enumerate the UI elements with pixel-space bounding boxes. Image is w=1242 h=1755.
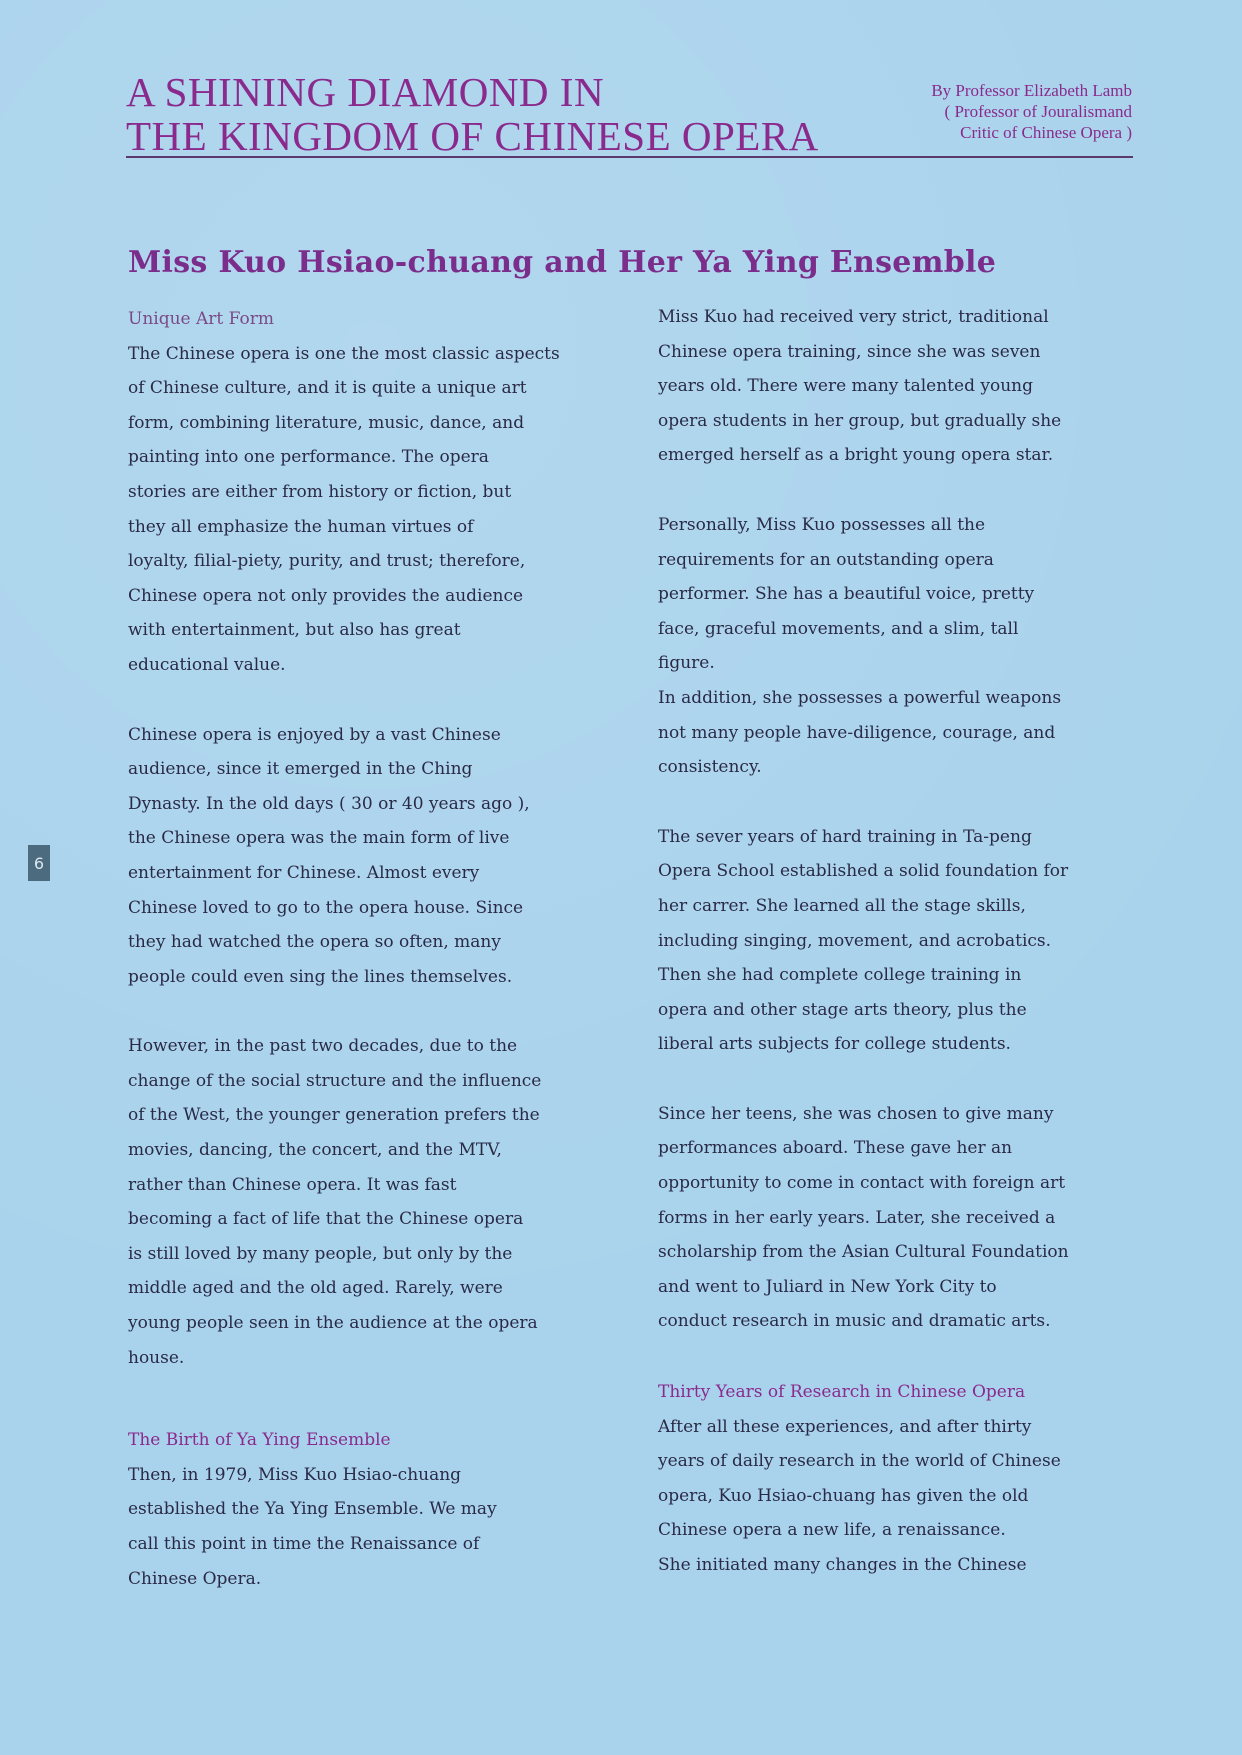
paragraph	[658, 508, 1138, 681]
text-line: they had watched the opera so often, many	[128, 932, 501, 953]
text-line: not many people have-diligence, courage, and	[658, 722, 1056, 743]
text-line: Personally, Miss Kuo possesses all the	[658, 514, 986, 535]
paragraph	[658, 300, 1138, 473]
title-divider	[126, 156, 1133, 158]
article-subtitle: Miss Kuo Hsiao-chuang and Her Ya Ying Ensemble	[128, 245, 997, 280]
text-line: movies, dancing, the concert, and the MTV,	[128, 1140, 502, 1161]
paragraph	[658, 1410, 1138, 1583]
paragraph	[128, 1458, 628, 1596]
text-line: forms in her early years. Later, she received a	[658, 1207, 1056, 1228]
text-line: loyalty, filial-piety, purity, and trust; therefore,	[128, 551, 526, 572]
page-number: 6	[28, 845, 50, 881]
text-line: In addition, she possesses a powerful weapons	[658, 687, 1062, 708]
text-line: Dynasty. In the old days ( 30 or 40 years ago ),	[128, 793, 530, 814]
text-line: Opera School established a solid foundation for	[658, 861, 1069, 882]
text-line: Chinese opera training, since she was seven	[658, 341, 1041, 362]
text-line: the Chinese opera was the main form of live	[128, 828, 510, 849]
text-line: established the Ya Ying Ensemble. We may	[128, 1499, 497, 1520]
text-line: entertainment for Chinese. Almost every	[128, 862, 480, 883]
paragraph	[128, 337, 628, 683]
text-line: her carrer. She learned all the stage skills,	[658, 895, 1026, 916]
text-line: opera and other stage arts theory, plus the	[658, 999, 1027, 1020]
text-line: is still loved by many people, but only by the	[128, 1243, 513, 1264]
paragraph	[128, 1029, 628, 1375]
text-line: years of daily research in the world of Chinese	[658, 1451, 1061, 1472]
text-line: stories are either from history or fiction, but	[128, 481, 512, 502]
text-line: scholarship from the Asian Cultural Foundation	[658, 1242, 1069, 1263]
text-line: and went to Juliard in New York City to	[658, 1276, 997, 1297]
text-line: opera, Kuo Hsiao-chuang has given the old	[658, 1485, 1029, 1506]
right-column	[658, 300, 1138, 1583]
text-line: of the West, the younger generation prefers the	[128, 1105, 540, 1126]
text-line: Then she had complete college training in	[658, 965, 1022, 986]
article-title	[126, 70, 819, 158]
text-line: people could even sing the lines themselves.	[128, 966, 513, 987]
text-line: house.	[128, 1347, 185, 1368]
text-line: face, graceful movements, and a slim, tall	[658, 618, 1019, 639]
text-line: young people seen in the audience at the opera	[128, 1313, 538, 1334]
text-line: Chinese loved to go to the opera house. Since	[128, 897, 524, 918]
text-line: performer. She has a beautiful voice, pretty	[658, 584, 1035, 605]
text-line: becoming a fact of life that the Chinese opera	[128, 1209, 524, 1230]
byline-line: ( Professor of Jouralismand	[944, 102, 1132, 121]
text-line: years old. There were many talented young	[658, 376, 1033, 397]
left-column	[128, 302, 628, 1596]
text-line: Since her teens, she was chosen to give many	[658, 1103, 1054, 1124]
section-heading: Unique Art Form	[128, 309, 274, 329]
text-line: performances aboard. These gave her an	[658, 1138, 1013, 1159]
section-heading: The Birth of Ya Ying Ensemble	[128, 1430, 391, 1451]
text-line: change of the social structure and the influence	[128, 1070, 542, 1091]
text-line: educational value.	[128, 654, 286, 675]
text-line: emerged herself as a bright young opera star.	[658, 445, 1054, 466]
byline-line: Critic of Chinese Opera )	[960, 123, 1132, 142]
text-line: audience, since it emerged in the Ching	[128, 759, 473, 780]
text-line: Chinese opera not only provides the audience	[128, 585, 524, 606]
text-line: The sever years of hard training in Ta-peng	[658, 826, 1032, 847]
text-line: with entertainment, but also has great	[128, 620, 461, 641]
title-line: A SHINING DIAMOND IN	[126, 69, 605, 115]
title-line: THE KINGDOM OF CHINESE OPERA	[126, 113, 819, 159]
text-line: conduct research in music and dramatic arts.	[658, 1311, 1051, 1332]
text-line: She initiated many changes in the Chinese	[658, 1555, 1027, 1575]
text-line: The Chinese opera is one the most classic aspects	[128, 343, 560, 364]
author-byline	[931, 80, 1132, 143]
text-line: Chinese opera a new life, a renaissance.	[658, 1520, 1006, 1541]
text-line: painting into one performance. The opera	[128, 447, 489, 468]
paragraph	[658, 1097, 1138, 1339]
text-line: including singing, movement, and acrobatics.	[658, 930, 1052, 951]
text-line: form, combining literature, music, dance, and	[128, 412, 525, 433]
paragraph	[658, 681, 1138, 785]
paragraph	[658, 820, 1138, 1062]
text-line: rather than Chinese opera. It was fast	[128, 1174, 457, 1195]
text-line: liberal arts subjects for college students.	[658, 1034, 1011, 1055]
text-line: opportunity to come in contact with foreign art	[658, 1173, 1066, 1194]
paragraph	[128, 718, 628, 995]
text-line: Miss Kuo had received very strict, traditional	[658, 307, 1049, 327]
text-line: Chinese opera is enjoyed by a vast Chinese	[128, 724, 501, 745]
text-line: After all these experiences, and after thirty	[658, 1416, 1032, 1437]
text-line: call this point in time the Renaissance of	[128, 1534, 480, 1554]
text-line: they all emphasize the human virtues of	[128, 516, 474, 537]
byline-line: By Professor Elizabeth Lamb	[931, 81, 1132, 100]
section-heading: Thirty Years of Research in Chinese Opera	[658, 1382, 1026, 1403]
text-line: Chinese Opera.	[128, 1568, 262, 1589]
text-line: However, in the past two decades, due to the	[128, 1036, 518, 1057]
text-line: figure.	[658, 653, 715, 674]
text-line: Then, in 1979, Miss Kuo Hsiao-chuang	[128, 1464, 462, 1485]
text-line: opera students in her group, but gradually she	[658, 410, 1062, 431]
text-line: middle aged and the old aged. Rarely, were	[128, 1278, 503, 1299]
text-line: requirements for an outstanding opera	[658, 549, 994, 570]
text-line: of Chinese culture, and it is quite a unique art	[128, 378, 527, 399]
text-line: consistency.	[658, 757, 762, 778]
